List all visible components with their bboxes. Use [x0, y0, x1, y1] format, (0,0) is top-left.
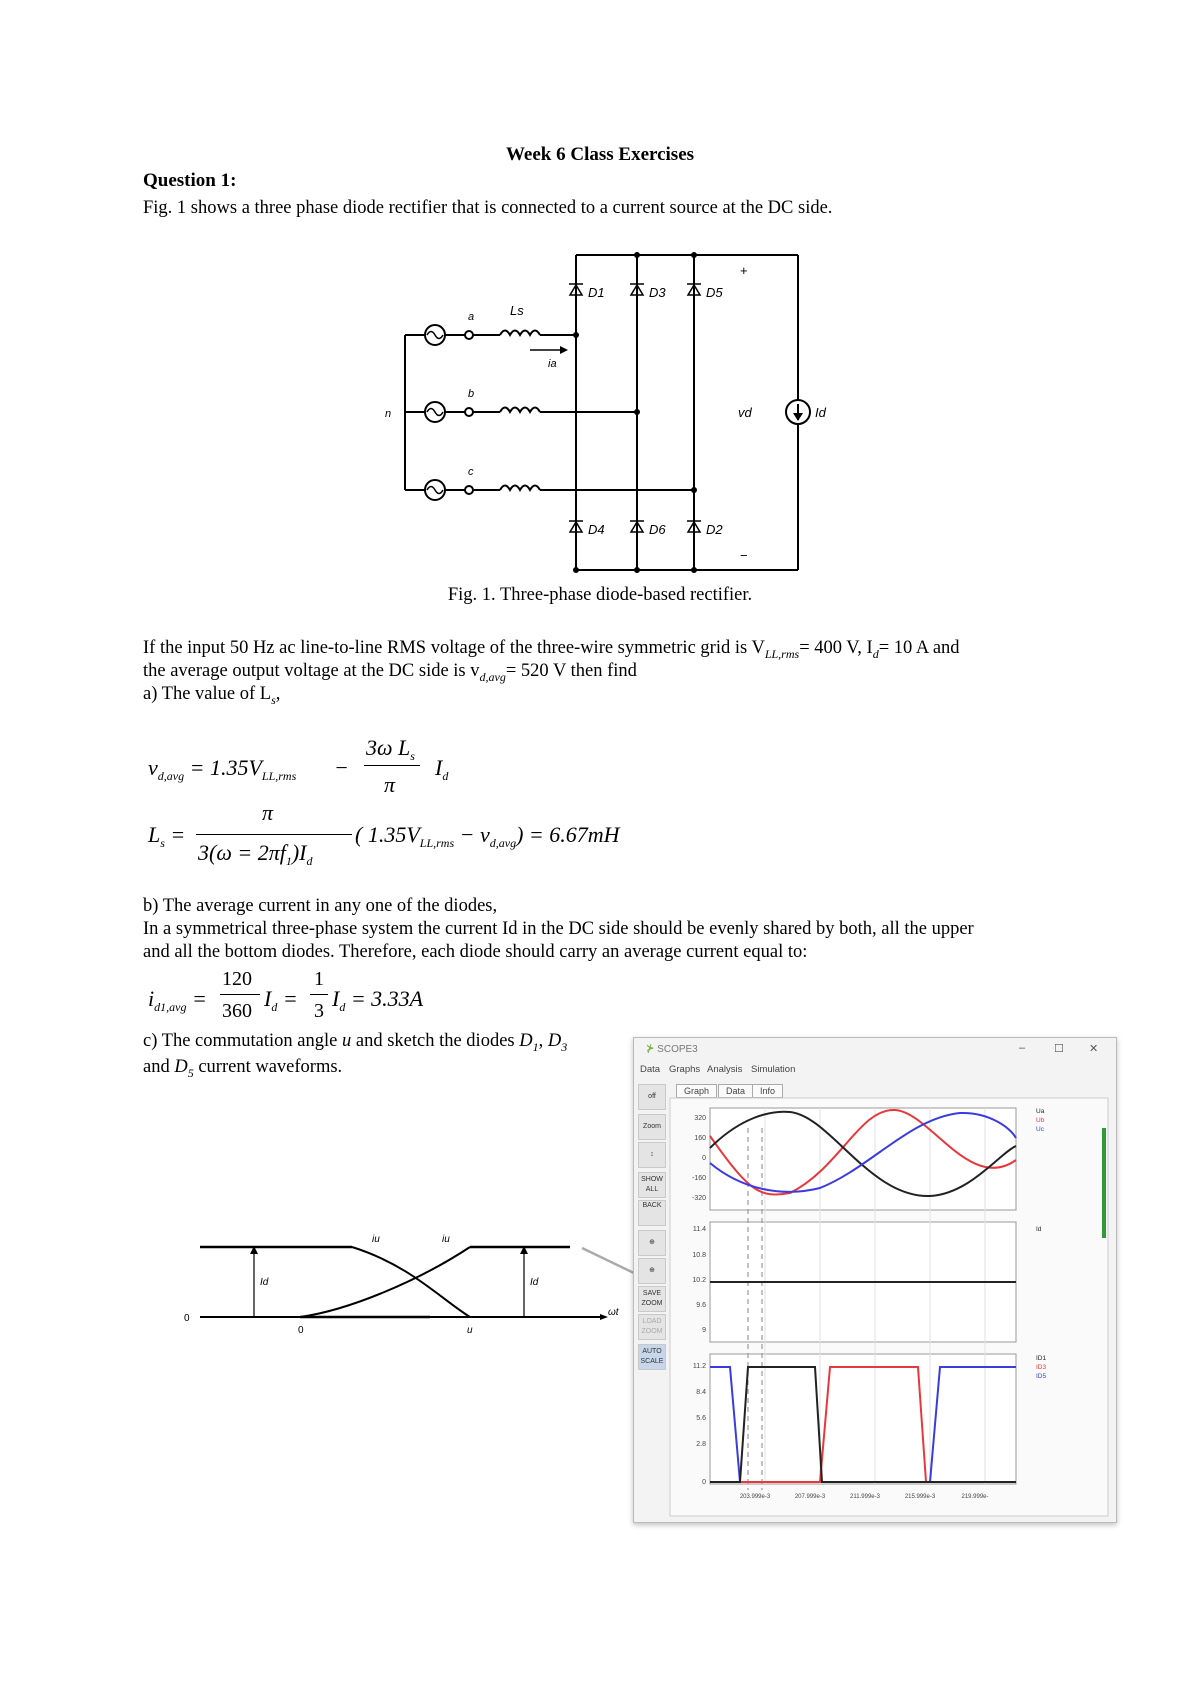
rectifier-circuit-diagram [380, 245, 826, 585]
eq2-numerator: π [262, 800, 274, 825]
sketch-wt-label: ωt [608, 1307, 619, 1318]
problem-line-1: If the input 50 Hz ac line-to-line RMS voltage of the three-wire symmetric grid is $V_{LL,rms}= 400$ V, $I_d= 10$ A and [143, 638, 960, 661]
legend-id1: ID1 [1036, 1355, 1047, 1362]
p3-tick-3: 2.8 [696, 1441, 706, 1448]
show-all-button[interactable]: SHOW ALL [638, 1172, 666, 1198]
p1-tick-1: 160 [694, 1135, 706, 1142]
p1-tick-3: -160 [691, 1175, 706, 1182]
p2-tick-2: 10.2 [692, 1277, 706, 1284]
p3-tick-2: 5.6 [696, 1415, 706, 1422]
p3-tick-1: 8.4 [696, 1389, 706, 1396]
legend-id: Id [1036, 1226, 1042, 1233]
tab-graph[interactable]: Graph [676, 1084, 717, 1098]
sketch-u-label: u [467, 1325, 473, 1336]
label-id: Id [815, 405, 826, 420]
equation-ls: $L_s$ = [148, 822, 186, 850]
part-b-line-2: and all the bottom diodes. Therefore, each diode should carry an average current equal to: [143, 942, 808, 962]
label-d6: D6 [649, 522, 666, 537]
p1-tick-0: 320 [694, 1115, 706, 1122]
eq2-fraction-bar [196, 834, 352, 835]
eq2-denominator: $3(\omega = 2\pi f_1)I_d$ [198, 840, 313, 868]
zoom-in-button[interactable]: ⊕ [638, 1230, 666, 1256]
legend-ub: Ub [1036, 1117, 1045, 1124]
x-tick-1: 207.999e-3 [794, 1494, 826, 1500]
commutation-sketch [180, 1230, 620, 1340]
menu-graphs[interactable]: Graphs [669, 1064, 701, 1075]
label-b: b [468, 388, 475, 400]
legend-uc: Uc [1036, 1126, 1044, 1133]
back-button[interactable]: BACK [638, 1200, 666, 1226]
p2-tick-1: 10.8 [692, 1252, 706, 1259]
label-minus: − [740, 548, 748, 563]
eq3-numerator-2: 1 [314, 968, 324, 990]
x-tick-0: 203.999e-3 [739, 1494, 771, 1500]
legend-ua: Ua [1036, 1108, 1045, 1115]
menu-simulation[interactable]: Simulation [751, 1064, 796, 1075]
eq3-denominator: 360 [222, 1000, 252, 1022]
legend-id3: ID3 [1036, 1364, 1047, 1371]
equation-id1avg: $i_{d1,avg}$ = [148, 986, 207, 1014]
figure-caption: Fig. 1. Three-phase diode-based rectifier. [447, 585, 753, 605]
tab-data[interactable]: Data [718, 1084, 753, 1098]
p2-tick-3: 9.6 [696, 1302, 706, 1309]
scope-window [633, 1037, 1117, 1523]
eq3-numerator: 120 [222, 968, 252, 990]
sketch-iu-right: iu [442, 1234, 450, 1245]
off-button[interactable]: off [638, 1084, 666, 1110]
zoom-cursor-button[interactable]: ⊕ [638, 1258, 666, 1284]
menu-analysis[interactable]: Analysis [707, 1064, 743, 1075]
x-tick-4: 219.999e- [961, 1494, 989, 1500]
sketch-id-right: Id [530, 1277, 539, 1288]
label-plus: + [740, 263, 748, 278]
minimize-button[interactable]: – [1019, 1042, 1026, 1054]
label-ls: Ls [510, 303, 524, 318]
equation-vdavg: $v_{d,avg} = 1.35V_{LL,rms}$ [148, 755, 297, 783]
p1-tick-2: 0 [702, 1155, 706, 1162]
menu-data[interactable]: Data [640, 1064, 661, 1075]
sketch-iu-left: iu [372, 1234, 380, 1245]
tab-info[interactable]: Info [752, 1084, 783, 1098]
part-b-line-1: In a symmetrical three-phase system the current Id in the DC side should be evenly shared by both, all the upper [143, 919, 974, 939]
p2-tick-0: 11.4 [692, 1226, 706, 1233]
load-zoom-button[interactable]: LOAD ZOOM [638, 1314, 666, 1340]
sketch-zero-label: 0 [184, 1313, 190, 1324]
intro-text: Fig. 1 shows a three phase diode rectifier that is connected to a current source at the DC side. [143, 198, 833, 218]
auto-scale-button[interactable]: AUTO SCALE [638, 1344, 666, 1370]
eq1-numerator: 3ω $L_s$ [366, 735, 415, 763]
label-d1: D1 [588, 285, 605, 300]
eq1-minus: − [334, 755, 349, 780]
part-c-line-2: and $D_5$ current waveforms. [143, 1057, 343, 1080]
close-button[interactable]: ✕ [1089, 1043, 1099, 1055]
label-d3: D3 [649, 285, 666, 300]
eq3-fraction-bar [220, 994, 260, 995]
part-b-heading: b) The average current in any one of the diodes, [143, 896, 498, 916]
scope-plots [670, 1098, 1110, 1518]
page-title: Week 6 Class Exercises [505, 144, 695, 165]
eq3-fraction-bar-2 [310, 994, 328, 995]
eq3-denominator-2: 3 [314, 1000, 324, 1022]
p2-tick-4: 9 [702, 1327, 706, 1334]
question-heading: Question 1: [143, 170, 237, 191]
legend-id5: ID5 [1036, 1373, 1047, 1380]
label-vd: vd [738, 405, 752, 420]
eq3-id: $I_d$ = [264, 986, 298, 1014]
label-a: a [468, 311, 475, 323]
x-tick-2: 211.999e-3 [850, 1494, 880, 1500]
label-d4: D4 [588, 522, 605, 537]
sketch-zero-label-2: 0 [298, 1325, 304, 1336]
label-ia: ia [548, 358, 557, 370]
maximize-button[interactable]: ☐ [1054, 1043, 1064, 1055]
label-d2: D2 [706, 522, 723, 537]
save-zoom-button[interactable]: SAVE ZOOM [638, 1286, 666, 1312]
p3-tick-4: 0 [702, 1479, 706, 1486]
eq1-id: $I_d$ [435, 755, 449, 783]
part-a-heading: a) The value of $L_s$, [143, 684, 281, 707]
p3-tick-0: 11.2 [692, 1363, 706, 1370]
sketch-id-left: Id [260, 1277, 269, 1288]
eq1-denominator: π [384, 772, 396, 797]
x-tick-3: 215.999e-3 [904, 1494, 936, 1500]
scope-app-icon: ⊁ [646, 1044, 655, 1055]
scope-title: ⊁ SCOPE3 [646, 1044, 698, 1055]
p1-tick-4: -320 [691, 1195, 706, 1202]
scope-scrollbar[interactable] [1102, 1128, 1106, 1238]
label-n: n [385, 408, 392, 420]
eq2-result: ( $1.35V_{LL,rms} - v_{d,avg}) = 6.67mH$ [355, 822, 620, 850]
vertical-zoom-button[interactable]: ↕ [638, 1142, 666, 1168]
zoom-button[interactable]: Zoom [638, 1114, 666, 1140]
eq3-result: $I_d = 3.33A$ [332, 986, 424, 1014]
problem-line-2: the average output voltage at the DC side is $v_{d,avg}= 520$ V then find [143, 661, 637, 684]
label-c: c [468, 466, 474, 478]
eq1-fraction-bar [364, 765, 420, 766]
part-c-line-1: c) The commutation angle u and sketch the diodes $D_1$, $D_3$ [143, 1031, 568, 1054]
label-d5: D5 [706, 285, 723, 300]
